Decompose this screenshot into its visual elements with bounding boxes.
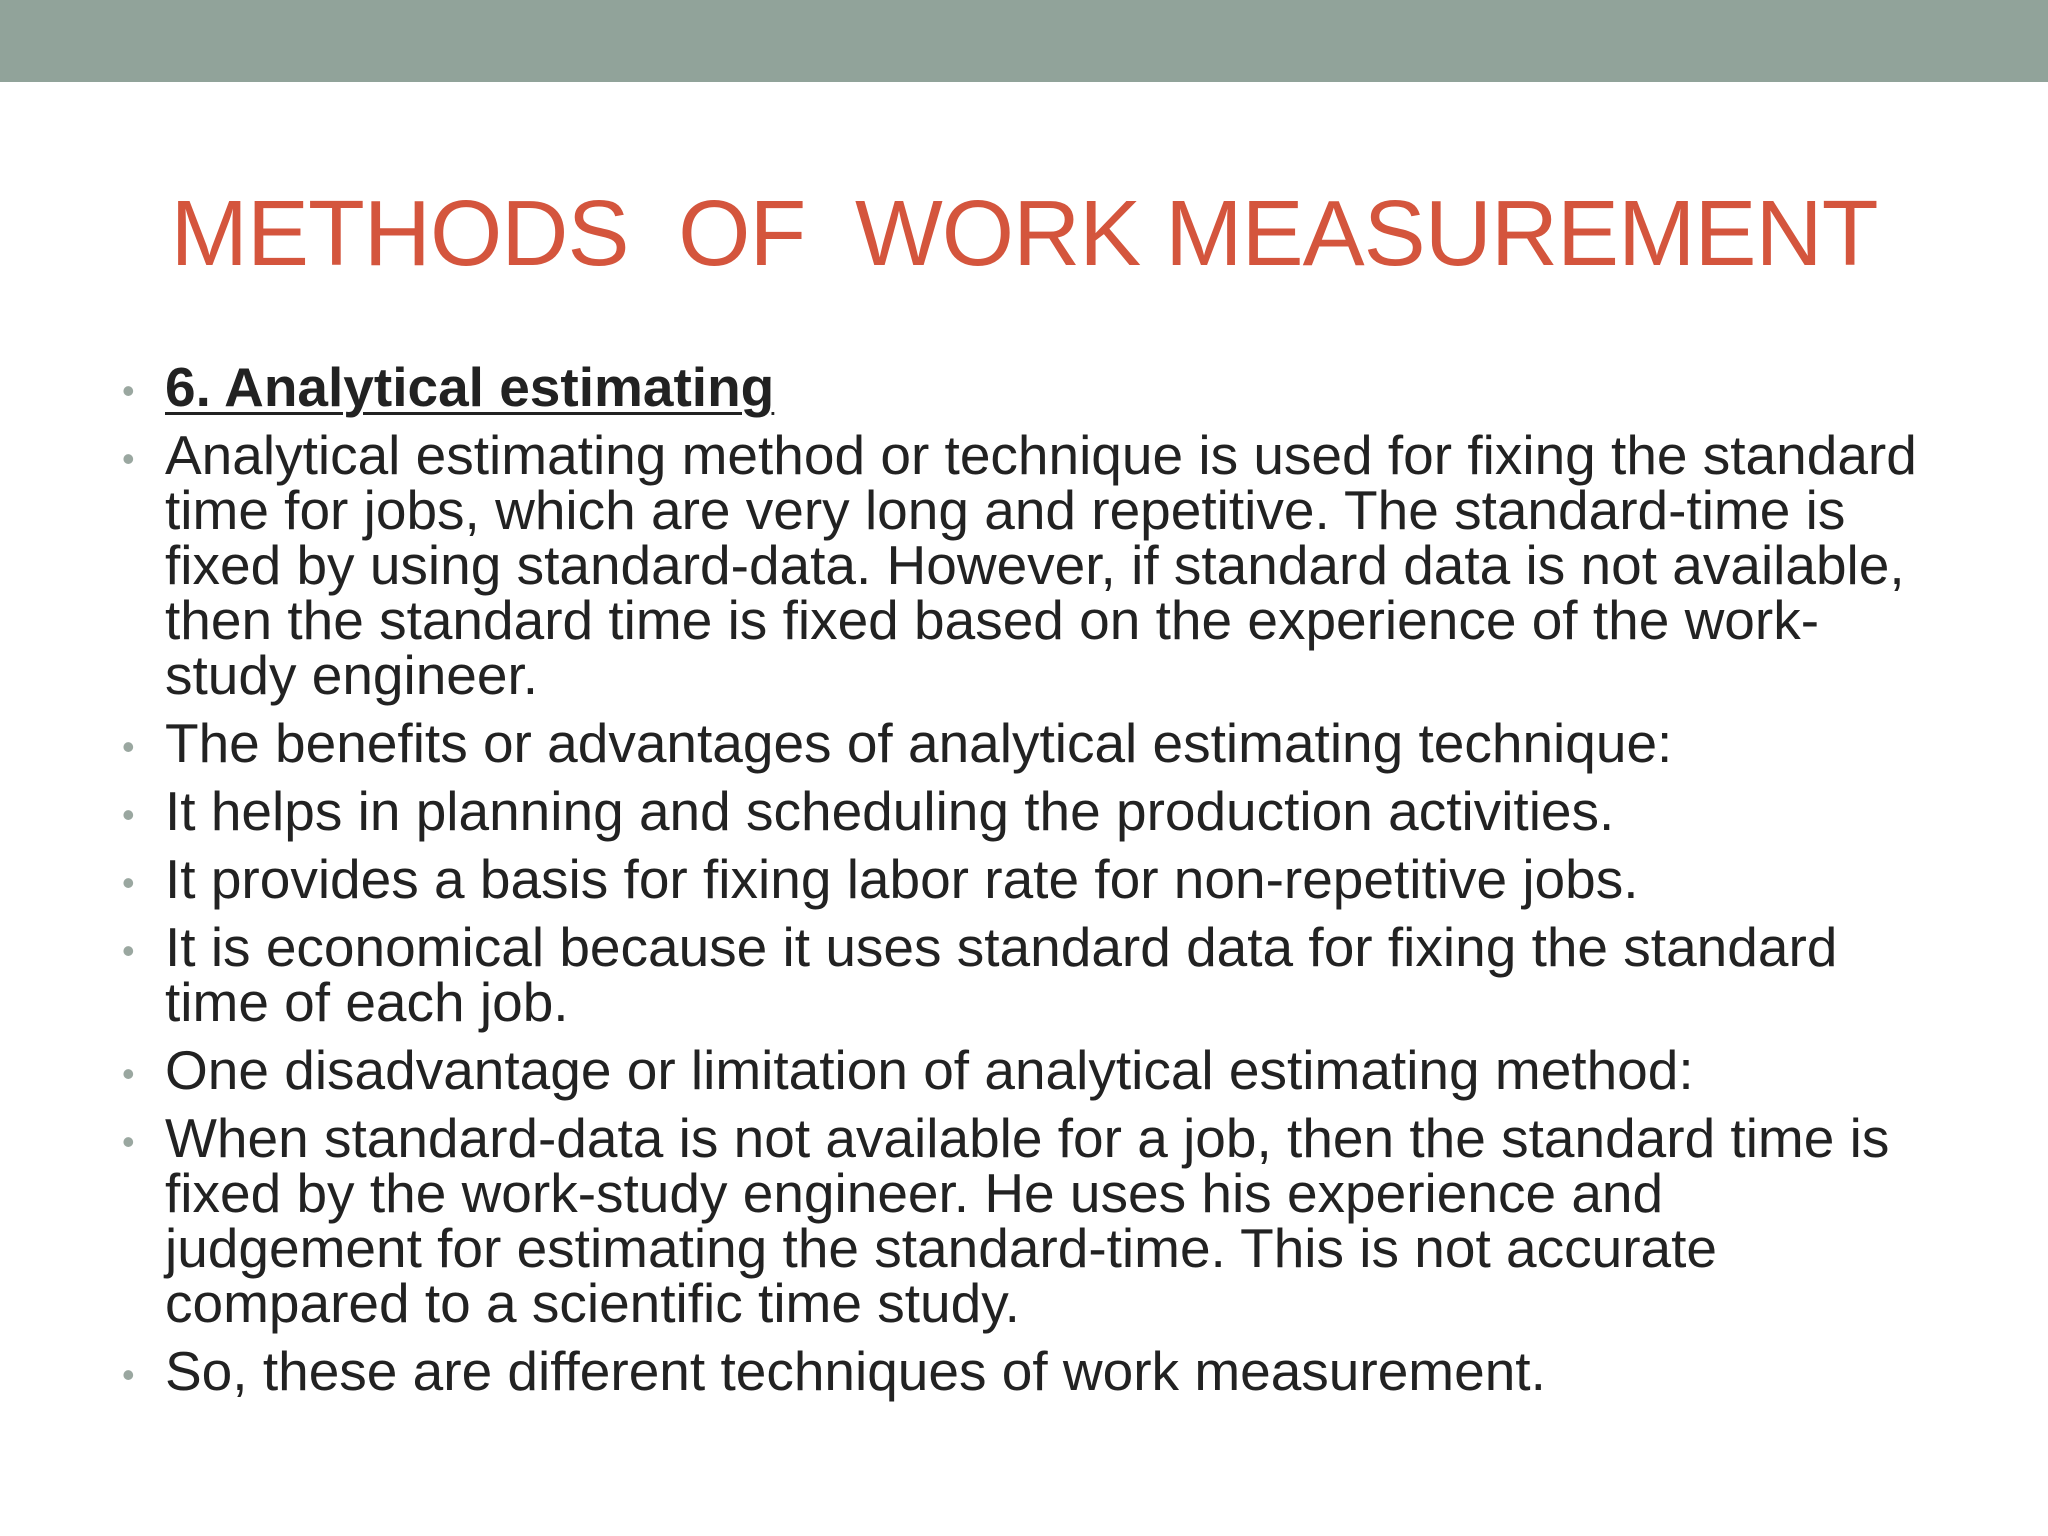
bullet-dot-icon: • [122, 726, 135, 767]
bullet-text: Analytical estimating method or technique is used for fixing the standard time for jobs, which are very long and repetitive. The standard-time is fixed by using standard-data. However, if standard data is not available, then the standard time is fixed based on the experience of the work-study engineer. [165, 424, 1917, 706]
bullet-dot-icon: • [122, 1053, 135, 1094]
bullet-text: The benefits or advantages of analytical estimating technique: [165, 712, 1673, 774]
bullet-dot-icon: • [122, 1121, 135, 1162]
top-accent-bar [0, 0, 2048, 82]
slide-title: METHODS OF WORK MEASUREMENT [170, 181, 1878, 285]
bullet-dot-icon: • [122, 370, 135, 411]
bullet-list [122, 356, 1922, 1412]
bullet-item-benefit-planning [122, 780, 1922, 842]
bullet-dot-icon: • [122, 862, 135, 903]
bullet-dot-icon: • [122, 930, 135, 971]
bullet-item-disadvantage-intro [122, 1039, 1922, 1101]
bullet-text: It is economical because it uses standard data for fixing the standard time of each job. [165, 916, 1838, 1033]
bullet-text: One disadvantage or limitation of analytical estimating method: [165, 1039, 1694, 1101]
bullet-dot-icon: • [122, 794, 135, 835]
bullet-item-disadvantage [122, 1107, 1922, 1334]
bullet-dot-icon: • [122, 1354, 135, 1395]
bullet-item-conclusion [122, 1340, 1922, 1402]
bullet-text: When standard-data is not available for a job, then the standard time is fixed by the work-study engineer. He uses his experience and judgement for estimating the standard-time. This is not accurate compared to a scientific time study. [165, 1107, 1890, 1334]
bullet-text: It provides a basis for fixing labor rate for non-repetitive jobs. [165, 848, 1639, 910]
bullet-item-definition [122, 424, 1922, 706]
bullet-text: So, these are different techniques of work measurement. [165, 1340, 1546, 1402]
bullet-text: It helps in planning and scheduling the production activities. [165, 780, 1615, 842]
bullet-item-benefits-intro [122, 712, 1922, 774]
bullet-item-heading [122, 356, 1922, 418]
bullet-item-benefit-economical [122, 916, 1922, 1033]
section-heading: 6. Analytical estimating [165, 356, 775, 418]
bullet-item-benefit-labor-rate [122, 848, 1922, 910]
bullet-dot-icon: • [122, 438, 135, 479]
